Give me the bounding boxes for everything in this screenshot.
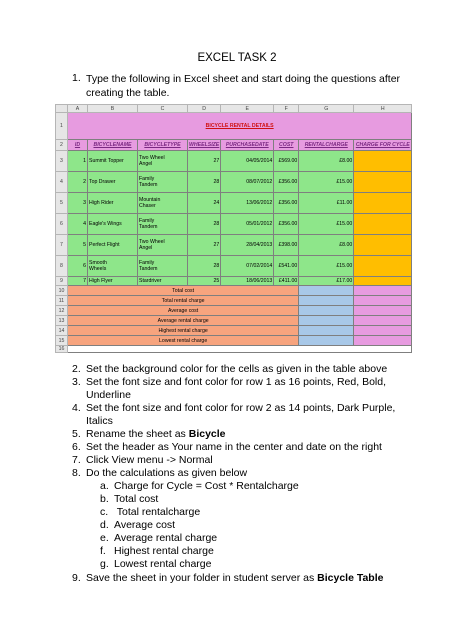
cell-name: High Rider	[88, 193, 138, 214]
row-number: 3	[56, 151, 68, 172]
summary-value	[299, 296, 354, 306]
name-line: Wheels	[89, 266, 107, 272]
cell-id: 1	[68, 151, 88, 172]
step-number: 5.	[72, 428, 81, 440]
col-header: C	[138, 105, 188, 113]
cell-charge	[354, 214, 412, 235]
row-number: 4	[56, 172, 68, 193]
summary-label: Average cost	[68, 306, 299, 316]
cell-date: 13/06/2012	[221, 193, 274, 214]
empty-row	[68, 346, 412, 353]
col-header: D	[188, 105, 221, 113]
cell-id: 6	[68, 256, 88, 277]
summary-value	[299, 286, 354, 296]
cell-charge	[354, 172, 412, 193]
cell-type	[138, 193, 188, 214]
cell-charge	[354, 277, 412, 286]
substep-text: Lowest rental charge	[114, 558, 212, 570]
cell-wheel: 25	[188, 277, 221, 286]
cell-name: Top Drawer	[88, 172, 138, 193]
cell-id: 7	[68, 277, 88, 286]
step-text-plain: Rename the sheet as	[86, 428, 189, 440]
header-cell: CHARGE FOR CYCLE	[354, 140, 412, 151]
row-number: 5	[56, 193, 68, 214]
cell-charge	[354, 193, 412, 214]
intro-line: Type the following in Excel sheet and start doing the questions after	[86, 73, 401, 85]
cell-wheel: 27	[188, 151, 221, 172]
step-text: Set the font size and font color for row 2 as 14 points, Dark Purple,	[86, 402, 396, 414]
cell-name: Eagle's Wings	[88, 214, 138, 235]
summary-value	[299, 326, 354, 336]
cell-date: 05/01/2012	[221, 214, 274, 235]
summary-charge	[354, 296, 412, 306]
header-cell: BICYCLENAME	[88, 140, 138, 151]
cell-cost: £356.00	[274, 193, 299, 214]
cell-rent: £11.00	[299, 193, 354, 214]
header-cell: ID	[68, 140, 88, 151]
row-number: 7	[56, 235, 68, 256]
col-header: E	[221, 105, 274, 113]
type-line: Tandem	[139, 224, 158, 230]
step-number: 9.	[72, 572, 81, 584]
summary-value	[299, 306, 354, 316]
cell-type: Stardriver	[138, 277, 188, 286]
row-number: 2	[56, 140, 68, 151]
step-number: 4.	[72, 402, 81, 414]
substep-text: Total cost	[114, 493, 159, 505]
type-line: Tandem	[139, 266, 158, 272]
cell-date: 28/04/2013	[221, 235, 274, 256]
substep-text: Average rental charge	[114, 532, 218, 544]
cell-rent: £17.00	[299, 277, 354, 286]
cell-id: 4	[68, 214, 88, 235]
step-number: 7.	[72, 454, 81, 466]
cell-type	[138, 151, 188, 172]
row-number: 14	[56, 326, 68, 336]
cell-rent: £15.00	[299, 172, 354, 193]
cell-date: 08/07/2012	[221, 172, 274, 193]
sheet-title: BICYCLE RENTAL DETAILS	[68, 113, 412, 140]
type-line: Family	[139, 176, 155, 182]
cell-id: 5	[68, 235, 88, 256]
cell-wheel: 27	[188, 235, 221, 256]
cell-cost: £356.00	[274, 214, 299, 235]
substep-number: c.	[100, 506, 109, 518]
substep-number: d.	[100, 519, 109, 531]
type-line: Two Wheel	[139, 155, 165, 161]
step-text: Underline	[86, 389, 131, 401]
substep-number: e.	[100, 532, 109, 544]
type-line: Angel	[139, 245, 153, 251]
summary-label: Highest rental charge	[68, 326, 299, 336]
header-cell: COST	[274, 140, 299, 151]
col-header	[56, 105, 68, 113]
cell-wheel: 24	[188, 193, 221, 214]
cell-wheel: 28	[188, 256, 221, 277]
step-number: 8.	[72, 467, 81, 479]
summary-charge	[354, 286, 412, 296]
row-number: 12	[56, 306, 68, 316]
cell-type	[138, 172, 188, 193]
summary-value	[299, 316, 354, 326]
summary-charge	[354, 306, 412, 316]
row-number: 8	[56, 256, 68, 277]
summary-label: Lowest rental charge	[68, 336, 299, 346]
name-line: Smooth	[89, 260, 107, 266]
substep-text: Average cost	[114, 519, 176, 531]
cell-cost: £569.00	[274, 151, 299, 172]
cell-type	[138, 214, 188, 235]
cell-cost: £541.00	[274, 256, 299, 277]
summary-label: Total cost	[68, 286, 299, 296]
header-cell: BICYCLETYPE	[138, 140, 188, 151]
col-header: F	[274, 105, 299, 113]
step-text: Set the header as Your name in the center and date on the right	[86, 441, 382, 453]
header-cell: WHEELSIZE	[188, 140, 221, 151]
row-number: 16	[56, 346, 68, 353]
spreadsheet-image	[55, 104, 416, 354]
cell-charge	[354, 256, 412, 277]
substep-text: Charge for Cycle = Cost * Rentalcharge	[114, 480, 299, 492]
substep-text: Total rentalcharge	[114, 506, 201, 518]
row-number: 15	[56, 336, 68, 346]
cell-charge	[354, 151, 412, 172]
cell-cost: £398.00	[274, 235, 299, 256]
substep-number: a.	[100, 480, 109, 492]
summary-label: Total rental charge	[68, 296, 299, 306]
intro-line: creating the table.	[86, 87, 170, 99]
cell-name: High Flyer	[88, 277, 138, 286]
step-text-bold: Bicycle	[188, 428, 226, 440]
substep-number: b.	[100, 493, 109, 505]
row-number: 1	[56, 113, 68, 140]
header-cell: RENTALCHARGE	[299, 140, 354, 151]
substep-number: g.	[100, 558, 109, 570]
step-text-plain: Save the sheet in your folder in student server as	[86, 572, 318, 584]
type-line: Mountain	[139, 197, 161, 203]
cell-rent: £15.00	[299, 214, 354, 235]
cell-rent: £8.00	[299, 151, 354, 172]
cell-wheel: 28	[188, 172, 221, 193]
col-header: G	[299, 105, 354, 113]
col-header: A	[68, 105, 88, 113]
step-text: Click View menu -> Normal	[86, 454, 213, 466]
step-text: Set the background color for the cells as given in the table above	[86, 363, 388, 375]
cell-id: 2	[68, 172, 88, 193]
row-number: 6	[56, 214, 68, 235]
col-header: B	[88, 105, 138, 113]
summary-charge	[354, 316, 412, 326]
cell-rent: £8.00	[299, 235, 354, 256]
substep-number: f.	[100, 545, 106, 557]
step-number: 3.	[72, 376, 81, 388]
cell-date: 07/02/2014	[221, 256, 274, 277]
document-title: EXCEL TASK 2	[197, 52, 277, 64]
spreadsheet-grid	[55, 104, 412, 353]
cell-charge	[354, 235, 412, 256]
type-line: Two Wheel	[139, 239, 165, 245]
summary-charge	[354, 336, 412, 346]
cell-rent: £15.00	[299, 256, 354, 277]
step-text: Italics	[86, 415, 113, 427]
cell-type	[138, 256, 188, 277]
step-text: Set the font size and font color for row 1 as 16 points, Red, Bold,	[86, 376, 387, 388]
step-number: 6.	[72, 441, 81, 453]
summary-charge	[354, 326, 412, 336]
cell-date: 04/05/2014	[221, 151, 274, 172]
type-line: Family	[139, 218, 155, 224]
substep-text: Highest rental charge	[114, 545, 214, 557]
row-number: 9	[56, 277, 68, 286]
cell-cost: £411.00	[274, 277, 299, 286]
summary-value	[299, 336, 354, 346]
step-text	[86, 428, 226, 441]
step-number: 1.	[72, 72, 81, 84]
type-line: Family	[139, 260, 155, 266]
cell-cost: £356.00	[274, 172, 299, 193]
summary-label: Average rental charge	[68, 316, 299, 326]
step-number: 2.	[72, 363, 81, 375]
cell-name: Perfect Flight	[88, 235, 138, 256]
header-cell: PURCHASEDATE	[221, 140, 274, 151]
cell-wheel: 28	[188, 214, 221, 235]
cell-date: 18/06/2013	[221, 277, 274, 286]
row-number: 11	[56, 296, 68, 306]
row-number: 10	[56, 286, 68, 296]
type-line: Chaser	[139, 203, 156, 209]
step-text	[86, 572, 383, 585]
type-line: Tandem	[139, 182, 158, 188]
step-text: Do the calculations as given below	[86, 467, 248, 479]
cell-id: 3	[68, 193, 88, 214]
col-header: H	[354, 105, 412, 113]
cell-type	[138, 235, 188, 256]
step-text-bold: Bicycle Table	[317, 572, 384, 584]
cell-name	[88, 256, 138, 277]
type-line: Angel	[139, 161, 153, 167]
cell-name: Summit Topper	[88, 151, 138, 172]
row-number: 13	[56, 316, 68, 326]
